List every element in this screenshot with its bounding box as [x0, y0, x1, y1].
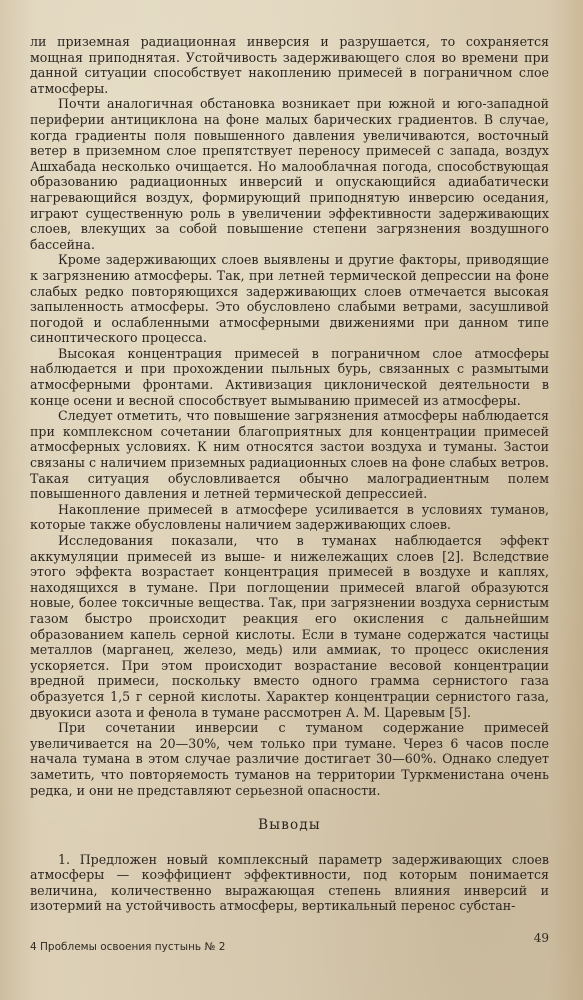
body-text: [30, 34, 549, 914]
paragraph-1: ли приземная радиационная инверсия и разрушается, то сохраняется мощная приподнятая. Устойчивость задерживающего слоя во времени при данной ситуации способствует накоплению примесей в пограничном слое атмосферы.: [30, 34, 549, 96]
conclusion-paragraph: 1. Предложен новый комплексный параметр задерживающих слоев атмосферы — коэффициент эффективности, под которым понимается величина, количественно выражающая степень влияния инверсий и изотермий на устойчивость атмосферы, вертикальный перенос субстан-: [30, 851, 549, 914]
page-number: 49: [533, 931, 549, 945]
page-footer: [30, 931, 549, 957]
paragraph-6: Накопление примесей в атмосфере усиливается в условиях туманов, которые также обусловлены наличием задерживающих слоев.: [30, 501, 549, 533]
section-heading: Выводы: [258, 817, 321, 834]
paragraph-7: Исследования показали, что в туманах наблюдается эффект аккумуляции примесей из выше- и нижележащих слоев [2]. Вследствие этого эффекта возрастает концентрация примесей в воздухе и каплях, находящихся в тумане. При поглощении примесей влагой образуются новые, более токсичные вещества. Так, при загрязнении воздуха сернистым газом быстро происходит реакция его окисления с дальнейшим образованием капель серной кислоты. Если в тумане содержатся частицы металлов (марганец, железо, медь) или аммиак, то процесс окисления ускоряется. При этом происходит возрастание весовой концентрации вредной примеси, поскольку вместо одного грамма сернистого газа образуется 1,5 г серной кислоты. Характер концентрации сернистого газа, двуокиси азота и фенола в тумане рассмотрен А. М. Царевым [5].: [30, 533, 549, 720]
paragraph-2: Почти аналогичная обстановка возникает при южной и юго-западной периферии антициклона на фоне малых барических градиентов. В случае, когда градиенты поля повышенного давления увеличиваются, восточный ветер в приземном слое препятствует переносу примесей с запада, воздух Ашхабада несколько очищается. Но малооблачная погода, способствующая образованию радиационных инверсий и опускающийся адиабатически нагревающийся воздух, формирующий приподнятую инверсию оседания, играют существенную роль в увеличении эффективности задерживающих слоев, влекущих за собой повышение степени загрязнения воздушного бассейна.: [30, 96, 549, 252]
paragraph-8: При сочетании инверсии с туманом содержание примесей увеличивается на 20—30%, чем только при тумане. Через 6 часов после начала тумана в этом случае различие достигает 30—60%. Однако следует заметить, что повторяемость туманов на территории Туркменистана очень редка, и они не представляют серьезной опасности.: [30, 720, 549, 798]
paragraph-4: Высокая концентрация примесей в пограничном слое атмосферы наблюдается и при прохождении пыльных бурь, связанных с размытыми атмосферными фронтами. Активизация циклонической деятельности в конце осени и весной способствует вымыванию примесей из атмосферы.: [30, 345, 549, 408]
signature-mark: 4 Проблемы освоения пустынь № 2: [30, 941, 226, 953]
paragraph-3: Кроме задерживающих слоев выявлены и другие факторы, приводящие к загрязнению атмосферы. Так, при летней термической депрессии на фоне слабых редко повторяющихся задерживающих слоев отмечается высокая запыленность атмосферы. Это обусловлено слабыми ветрами, засушливой погодой и ослабленными атмосферными движениями при данном типе синоптического процесса.: [30, 252, 549, 346]
paragraph-5: Следует отметить, что повышение загрязнения атмосферы наблюдается при комплексном сочетании благоприятных для концентрации примесей атмосферных условиях. К ним относятся застои воздуха и туманы. Застои связаны с наличием приземных радиационных слоев на фоне слабых ветров. Такая ситуация обусловливается обычно малоградиентным полем повышенного давления и летней термической депрессией.: [30, 408, 549, 502]
